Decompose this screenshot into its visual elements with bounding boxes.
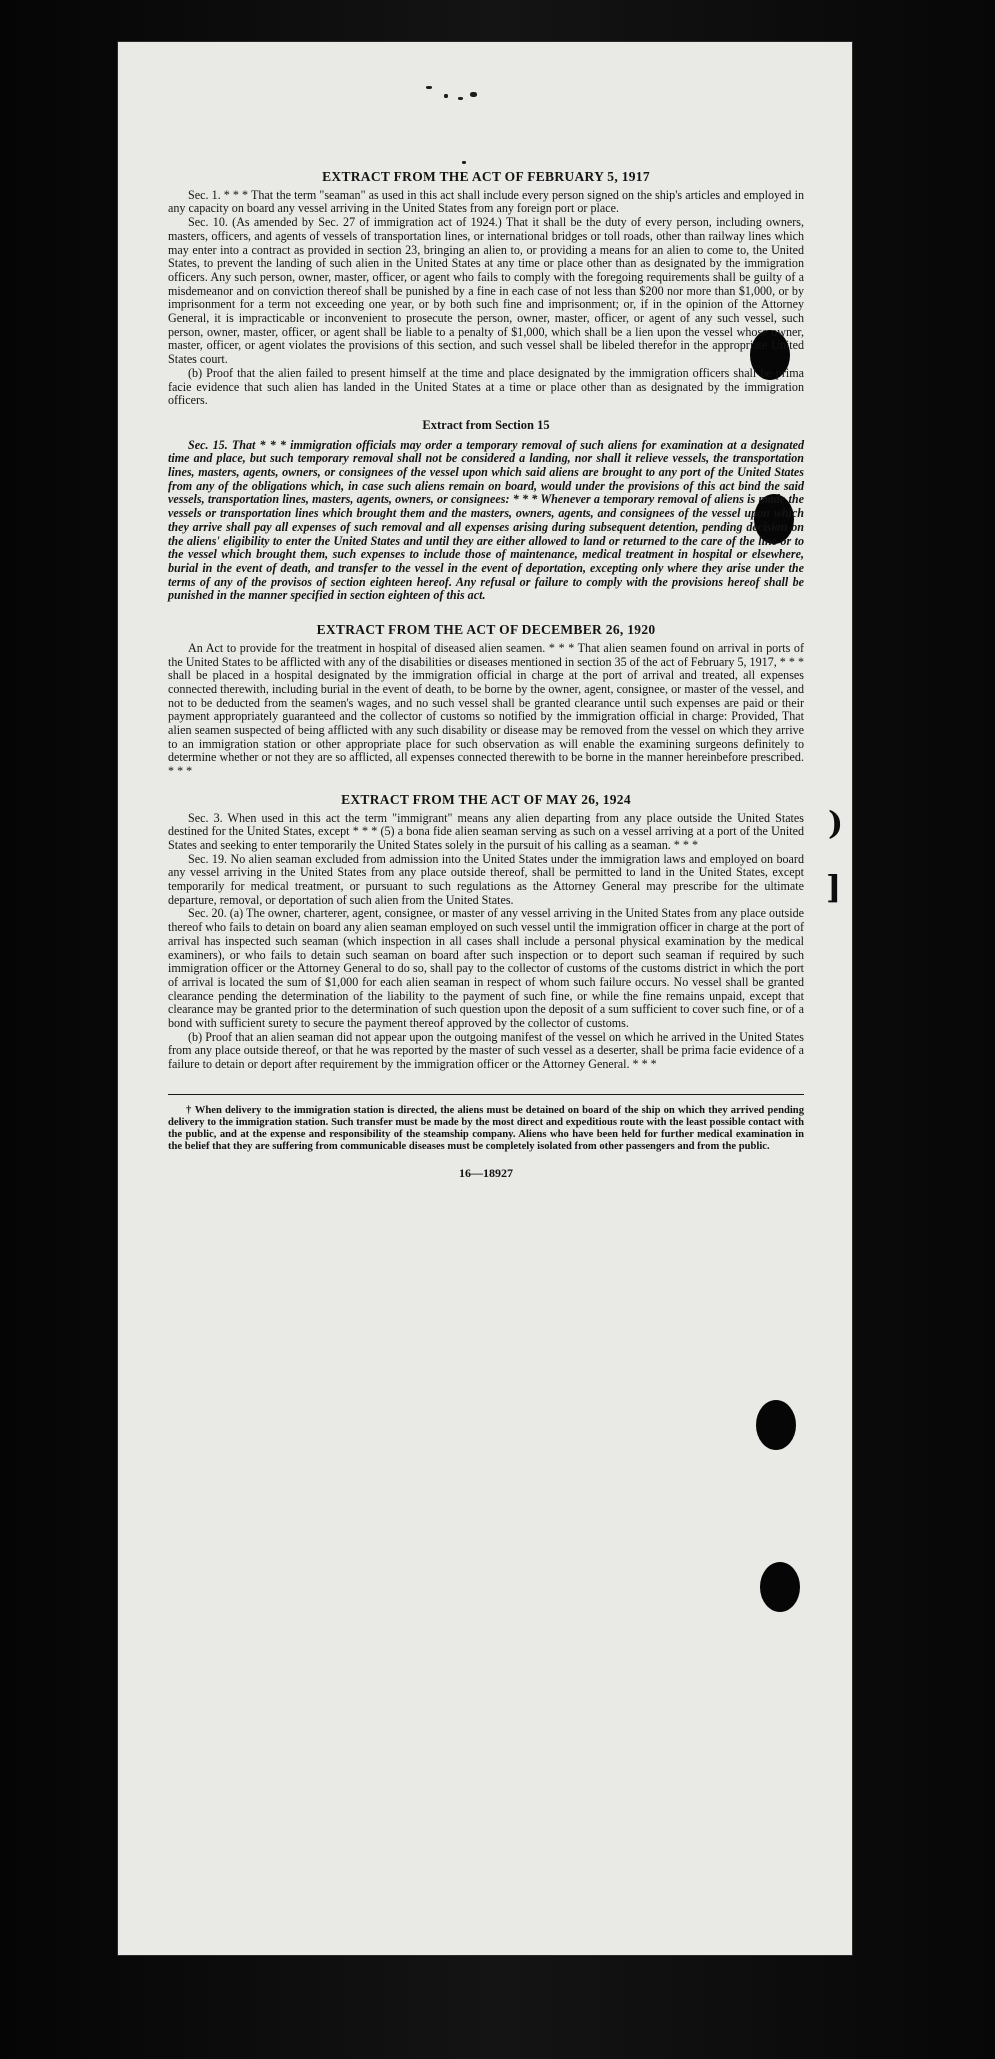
paragraph: Sec. 1. * * * That the term "seaman" as used in this act shall include every person signed on the ship's articles and employed in any capacity on board any vessel arriving in the United States from any foreign port or place. (168, 187, 804, 216)
footnote: † When delivery to the immigration station is directed, the aliens must be detained on board of the ship on which they arrived pending delivery to the immigration station. Such transfer must be made by the most direct and expeditious route with the least possible contact with the public, and at the expense and responsibility of the steamship company. Aliens who have been held for further medical examination in the belief that they are suffering from communicable diseases must be completely isolated from other passengers and from the public. (168, 1104, 804, 1152)
ink-speck (458, 97, 463, 100)
section-heading: EXTRACT FROM THE ACT OF DECEMBER 26, 1920 (316, 622, 656, 638)
punch-hole (760, 1562, 800, 1612)
section-subheading: Extract from Section 15 (422, 417, 550, 432)
margin-mark: ] (826, 868, 842, 906)
ink-speck (426, 86, 432, 89)
margin-mark: ) (828, 804, 844, 842)
section-heading: EXTRACT FROM THE ACT OF MAY 26, 1924 (341, 791, 631, 807)
paragraph: (b) Proof that an alien seaman did not appear upon the outgoing manifest of the vessel on which he arrived in the United States from any place outside thereof, or that he was reported by the master of such vessel as a deserter, shall be prima facie evidence of a failure to detain or deport after requirement by the immigration officer or the Attorney General. * * * (168, 1029, 804, 1072)
ink-speck (444, 94, 448, 98)
paragraph: (b) Proof that the alien failed to present himself at the time and place designated by the immigration officers shall be prima facie evidence that such alien has landed in the United States at a time or place other than as designated by the immigration officers. (168, 365, 804, 408)
paragraph: Sec. 10. (As amended by Sec. 27 of immigration act of 1924.) That it shall be the duty of every person, including owners, masters, officers, and agents of vessels of transportation lines, or international bridges or toll roads, other than railway lines which may enter into a contract as provided in section 23, bringing an alien to, or providing a means for an alien to come to, the United States, to prevent the landing of such alien in the United States at any time or place other than as designated by the immigration officers. Any such person, owner, master, officer, or agent who fails to comply with the foregoing requirements shall be guilty of a misdemeanor and on conviction thereof shall be punished by a fine in each case of not less than $200 nor more than $1,000, or by imprisonment for a term not exceeding one year, or by both such fine and imprisonment; or, if in the opinion of the Attorney General, it is impracticable or inconvenient to prosecute the person, owner, master, officer, or agent of any such vessel, such person, owner, master, officer, or agent shall be liable to a penalty of $1,000, which shall be a lien upon the vessel whose owner, master, officer, or agent violates the provisions of this section, and such vessel shall be libeled therefor in the appropriate United States court. (168, 215, 804, 367)
form-number: 16—18927 (459, 1165, 513, 1180)
paragraph: Sec. 3. When used in this act the term "immigrant" means any alien departing from any place outside the United States destined for the United States, except * * * (5) a bona fide alien seaman serving as such on a vessel arriving at a port of the United States and seeking to enter temporarily the United States solely in the pursuit of his calling as a seaman. * * * (168, 810, 804, 852)
paragraph: Sec. 19. No alien seaman excluded from admission into the United States under the immigration laws and employed on board any vessel arriving in the United States from any place outside thereof, shall be permitted to land in the United States, except temporarily for medical treatment, or pursuant to such regulations as the Attorney General may prescribe for the ultimate departure, removal, or deportation of such alien from the United States. (168, 851, 804, 907)
paragraph: Sec. 15. That * * * immigration officials may order a temporary removal of such aliens for examination at a designated time and place, but such temporary removal shall not be considered a landing, nor shall it relieve vessels, the transportation lines, masters, agents, owners, or consignees of the vessel upon which said aliens are brought to any port of the United States from any of the obligations which, in case such aliens remain on board, would under the provisions of this act bind the said vessels, transportation lines, masters, agents, owners, or consignees: * * * Whenever a temporary removal of aliens is made the vessels or transportation lines which brought them and the masters, owners, agents, and consignees of the vessel upon which they arrive shall pay all expenses of such removal and all expenses arising during subsequent detention, pending decision on the aliens' eligibility to enter the United States and until they are either allowed to land or returned to the care of the line or to the vessel which brought them, such expenses to include those of maintenance, medical treatment in hospital or elsewhere, burial in the event of death, and transfer to the vessel in the event of deportation, excepting only where they arise under the terms of any of the provisos of section eighteen hereof. Any refusal or failure to comply with the provisions hereof shall be punished in the manner specified in section eighteen of this act. (168, 437, 804, 603)
divider (168, 1094, 804, 1095)
document-page (118, 42, 852, 1955)
section-heading: EXTRACT FROM THE ACT OF FEBRUARY 5, 1917 (322, 169, 650, 184)
document-body (168, 170, 804, 1181)
ink-speck (462, 161, 466, 164)
paragraph: An Act to provide for the treatment in hospital of diseased alien seamen. * * * That alien seamen found on arrival in ports of the United States to be afflicted with any of the disabilities or diseases mentioned in section 35 of the act of February 5, 1917, * * * shall be placed in a hospital designated by the immigration official in charge at the port of arrival and treated, all expenses connected therewith, including burial in the event of death, to be borne by the owner, agent, consignee, or master of the vessel, and not to be deducted from the seamen's wages, and no such vessel shall be granted clearance until such expenses are paid or their payment appropriately guaranteed and the collector of customs so notified by the immigration official in charge: Provided, That alien seamen suspected of being afflicted with any such disability or disease may be removed from the vessel on which they arrive to an immigration station or other appropriate place for such observation as will enable the examining surgeons definitely to determine whether or not they are so afflicted, all expenses connected therewith to be borne in the manner hereinbefore prescribed. * * * (168, 640, 804, 779)
ink-speck (470, 92, 477, 97)
punch-hole (756, 1400, 796, 1450)
paragraph: Sec. 20. (a) The owner, charterer, agent, consignee, or master of any vessel arriving in the United States from any place outside thereof who fails to detain on board any alien seaman employed on such vessel until the immigration officer in charge at the port of arrival has inspected such seaman (which inspection in all cases shall include a personal physical examination by the medical examiners), or who fails to detain such seaman on board after such inspection or to deport such seaman if required by such immigration officer or the Attorney General to do so, shall pay to the collector of customs of the customs district in which the port of arrival is located the sum of $1,000 for each alien seaman in respect of whom such failure occurs. No vessel shall be granted clearance pending the determination of the liability to the payment of such fine, or while the fine remains unpaid, except that clearance may be granted prior to the determination of such question upon the deposit of a sum sufficient to cover such fine, or of a bond with sufficient surety to secure the payment thereof approved by the collector of customs. (168, 906, 804, 1031)
